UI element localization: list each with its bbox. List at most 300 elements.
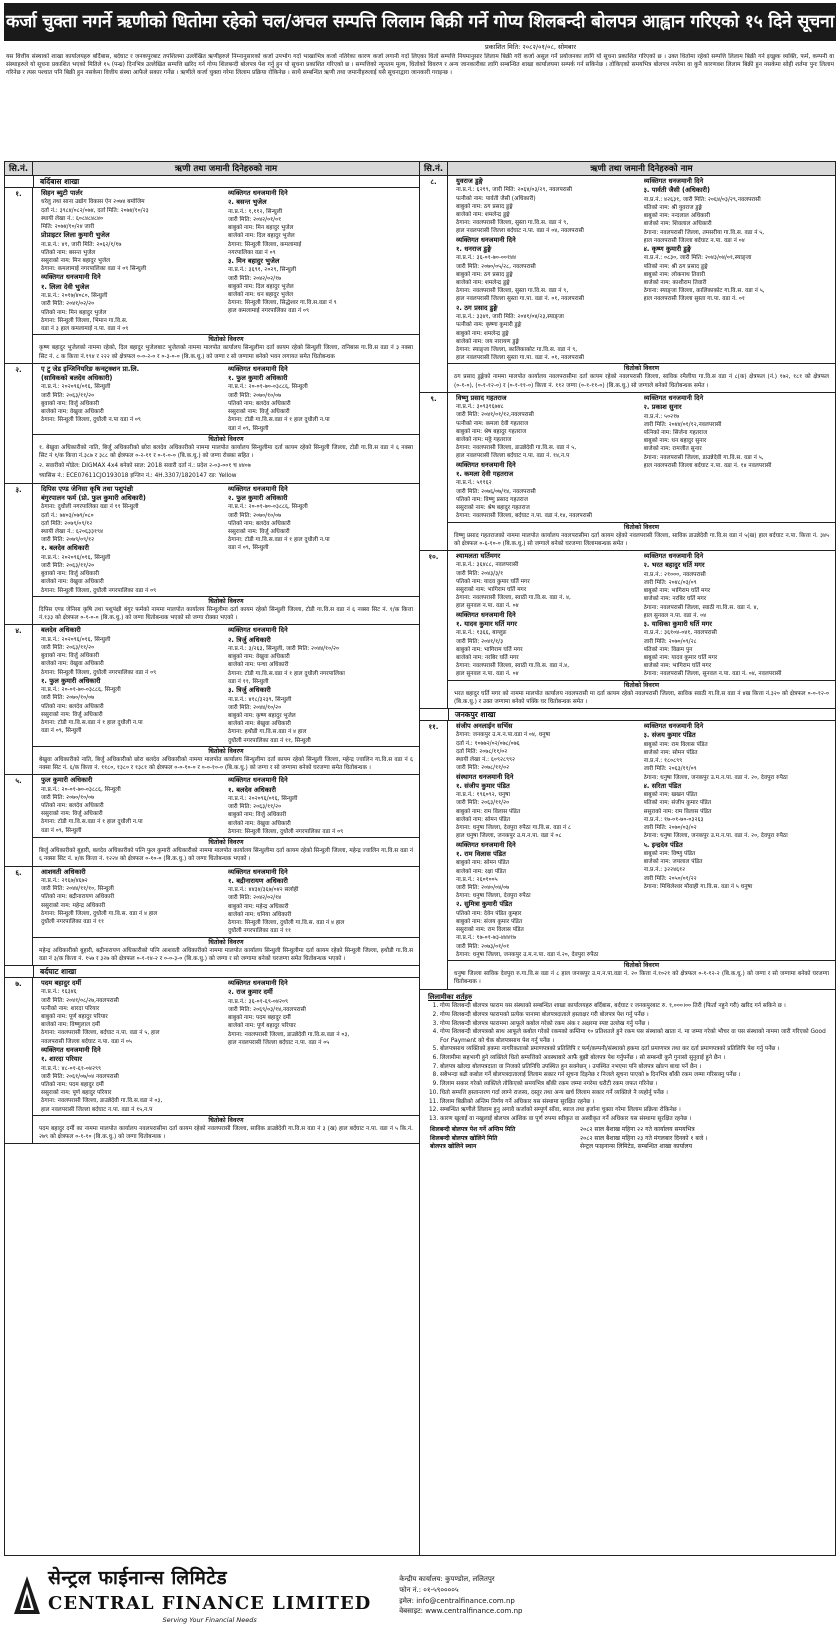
term-item: 12. सम्बन्धित ऋणीले लिलाम हुनु अगावै कर्जाको सम्पूर्ण साँवा, ब्याज तथा हर्जाना चुक्ता गरेमा लिलाम प्रक्रिया रोकिनेछ । (440, 1106, 829, 1114)
person-heading: व्यक्तिगत धनजमानी दिने (456, 235, 516, 244)
person-detail: पत्नीको नाम: कमला देवी गहतराज (456, 420, 529, 427)
serial-header: सि.नं. (420, 162, 448, 175)
person-detail: धरेलु तथा साना उद्योग विकास ऐन २०७४ बमोजिम (41, 199, 145, 206)
publish-date: प्रकाशित मिति: २०८२/०१/०८, सोमबार (484, 43, 576, 51)
entry-people (448, 551, 835, 680)
person-detail: बाजेको नाम: जय नारायण डुङ्गे (456, 338, 520, 345)
people-column (644, 394, 832, 521)
entry-number: २. (5, 364, 33, 483)
person-detail: नगरपालिका वडा नं ०९ (228, 249, 276, 256)
person-detail: ठेगाना: नवलपरासी जिल्ला, सुस्ता गा.वि.स. वडा नं ९, (456, 220, 569, 227)
collateral-title: धितोको विवरण (448, 363, 835, 373)
person-detail: स्थायी लेखा नं.: ६०८४८४८४० (41, 215, 104, 222)
person-detail: जारी मिति: २०७९/०९/१२ (41, 537, 95, 544)
collateral-description: बिर्जु अधिकारीको बुहारी, बलदेव अधिकारीको पत्नि फुल कुमारी अधिकारीको नाममा मालपोत कार्यालय सिन्धुलीमा दर्ता कायम रहेको सिन्धुली जिल्ला, महेन्द्र ज्वालिन गा.वि.स वडा नं ६ नक्सा सिट नं. ४/क कित्ता नं. १२२४ को क्षेत्रफल ०-१०-० (बि.क.धु.) को जग्गा धितोबन्धक भएको । (39, 848, 413, 863)
person-detail: जारी मिति: २०४८/०३/०९ (643, 579, 697, 586)
borrower-entry (5, 625, 419, 775)
entry-number: ६. (5, 867, 33, 965)
person-detail: ना.प्र.नं.: ४४३४/३६७/०४२ सर्लाही (228, 887, 299, 894)
person-detail: हाल नवलपरासी जिल्ला सुस्ता गा.पा. वडा नं. ०१ (643, 296, 745, 303)
person-heading: युवराज डुङ्गे (456, 177, 483, 185)
collateral-title: धितोको विवरण (33, 1115, 419, 1125)
person-detail: ठेगाना: नवलपरासी जिल्ला, स्वाठी गा.वि.स. वडा नं. ४, (643, 604, 759, 611)
person-detail: पतिको नाम: श्री ठग प्रसाद डुङ्गे (643, 263, 708, 270)
person-heading: २. भरत बहादुर घर्ति मगर (643, 561, 705, 570)
entry-number: ९. (420, 393, 448, 550)
person-detail: पतिको नाम: बसन्त भुजेल (41, 249, 96, 256)
entry-people (33, 484, 419, 596)
person-heading: व्यक्तिगत धनजमानी दिने (643, 722, 704, 731)
person-detail: बाबुको नाम: नन्दलाल अधिकारी (643, 213, 711, 220)
person-detail: ना.प्र.नं.: २०२०९६/०१६, सिन्धुली (41, 384, 111, 391)
borrower-entry (5, 484, 419, 626)
person-heading: २. ठग प्रसाद डुङ्गे (456, 303, 498, 312)
person-detail: ना.प्र.नं.: ६२१९, जारी मिति: २०६४/०३/२९, नवलपरासी (456, 187, 573, 194)
person-detail: पतिको नाम: पदम बहादुर दर्मी (41, 1082, 104, 1089)
person-detail: ठेगाना: टोडी गा.वि.स.वडा नं १ हाल दुधौली न.पा (228, 417, 330, 424)
term-item: 2. गोप्य शिलबन्दी बोलपत्र फारामको प्रत्येक पानामा बोलपत्रदाताले हस्ताक्षर गरी बोलपत्र पेश गर्नु पर्नेछ । (440, 1011, 829, 1019)
schedule-label: शिलबन्दी बोलपत्र खोलिने मिति (430, 1134, 498, 1142)
borrower-entry (5, 775, 419, 866)
person-heading: व्यक्तिगत धनजमानी दिने (643, 393, 704, 402)
person-heading: फुल कुमारी अधिकारी (41, 776, 93, 785)
person-detail: ससुराको नाम: राम विलास पंडित (456, 927, 524, 934)
term-item: 8. सबैभन्दा बढी कबोल गर्ने बोलपत्रदातालाई लिलाम सकार गर्न सूचना दिइनेछ र निजले सूचना पाएको ७ दिनभित्र बाँकी रकम जम्मा गरिसक्नु पर्नेछ । (440, 1071, 829, 1079)
people-column (644, 177, 832, 362)
people-column (41, 365, 228, 433)
person-detail: पतिको नाम: विष्णु प्रसाद गहतराज (456, 496, 528, 503)
person-heading: २. फुल कुमारी अधिकारी (228, 493, 288, 502)
person-detail: बाबुको नाम: सोमन पंडित (456, 860, 510, 867)
collateral-description: पदम बहादुर दर्मी का नाममा मालपोत कार्यालय नवलपरासीमा दर्ता कायम रहेको नवलपरासी जिल्ला, साविक डाउन्नेदेवी गा.वि.स वडा नं ३ (ख) हाल बर्दघाट न.पा. वडा नं ५ कि.नं. २७९ को क्षेत्रफल ०-१-१० (बि.क.धु.) को जग्गा धितोबन्धक । (39, 1125, 413, 1141)
entry-people (448, 176, 835, 363)
phone-number: फोन नं.: ०१-५९००००५ (399, 1585, 459, 1594)
person-detail: ठेगाना: नवलपरासी जिल्ला, स्वाठी गा.वि.स. वडा नं.४, (456, 663, 570, 670)
person-detail: जारी मिति: २०६३/११/२० (228, 804, 282, 811)
person-heading: व्यक्तिगत धनजमानी दिने (41, 1045, 101, 1054)
person-detail: दुधौली नगरपालिका वडा नं ११, सिन्धुली (228, 737, 311, 744)
right-entries-janakpur (420, 721, 835, 989)
schedule-table (428, 1126, 829, 1152)
person-detail: ना.प्र.नं.: ०८३०, जारी मिति: २०४३/०४/०१,स्याङ्जा (643, 255, 752, 262)
brand-block (48, 1566, 371, 1625)
schedule-label: शिलबन्दी बोलपत्र पेश गर्ने अन्तिम मिति (430, 1126, 516, 1134)
collateral-description: विष्णु प्रसाद गहतराजको नाममा मालपोत कार्यालय नवलपरासीमा दर्ता कायम रहेको नवलपरासी जिल्ला, साविक डाउन्नेदेवी गा.वि.स वडा नं ५(ख) हाल बर्दघाट न.पा. कित्ता नं. ३४५ को क्षेत्रफल ०-६-१०-० (बि.क.धु.) सो जग्गाले बनेको घरजग्गा लिलामबन्धक समेत । (454, 532, 829, 547)
person-detail: ना.प्र.नं.: १६३४६ (41, 989, 77, 996)
person-heading: १. राम विलास पंडित (456, 849, 506, 858)
left-column-header (5, 162, 419, 176)
collateral-title: धितोको विवरण (33, 596, 419, 606)
person-detail: जारी मिति: २०४३/३/१ (456, 570, 504, 577)
person-detail: बुवाको नाम: विर्जु अधिकारी (41, 400, 100, 407)
person-detail: जारी मिति: २०७०/१०/०७ (41, 695, 95, 702)
person-detail: पत्नीको नाम: कृष्णा कुमारी डुङ्गे (456, 322, 522, 329)
auction-terms (420, 990, 835, 1152)
person-detail: पतिको नाम: श्री युवराज डुङ्गे (643, 204, 703, 211)
person-detail: जारी मिति: २०४४/०१/१२,नवलपरासी (643, 421, 722, 428)
borrower-entry (5, 364, 419, 484)
collateral-description: दिपिस एण्ड जेनिसा कृषि तथा पशुपंक्षी बंगुर फर्मको नाममा मालपोत कार्यालय सिन्धुलीमा दर्ता कायम रहेको सिन्धुली जिल्ला, टोडी गा.वि.स वडा नं ६ नक्सा सिट नं. १/क कित्ता नं.१३३ को क्षेत्रफल ०-१-०-० (बि.क.धु.) को जग्गा धितोबन्धक भएको सो जग्गा रोक्का भएको । (39, 606, 413, 622)
person-detail: बाजेको नाम: रामजीत सुनार (643, 446, 702, 453)
person-detail: पतिको नाम: बलदेव अधिकारी (41, 703, 104, 710)
person-detail: पतिको नाम: बलदेव अधिकारी (41, 803, 104, 810)
person-detail: ना.प्र.नं.: ४१८/३२३९, सिन्धुली (228, 696, 292, 703)
person-detail: ना.प्र.नं.: २१०००, नवलपरासी (643, 571, 706, 578)
person-detail: ना.प्र.नं.: २०२०९६/०१६, सिन्धुली (41, 636, 111, 643)
person-heading: २. राज कुमार दर्मी (228, 988, 273, 997)
person-detail: पतिको नाम: बद्रीनारायण अधिकारी (41, 894, 115, 901)
entry-body (33, 775, 419, 865)
person-detail: जारी मिति: २०७०/०९/२८ (643, 638, 697, 645)
person-detail: बाबुको नाम: ठग प्रसाद डुङ्गे (456, 203, 513, 210)
person-detail: बाजेको नाम: काशीराम तिवारी (643, 280, 707, 287)
collateral-description: बेखुवा अधिकारीको नाति, बिर्जु अधिकारीको छोरा बलदेव अधिकारीको नाममा मालपोत कार्यालय सिन्धुलीमा दर्ता कायम रहेको सिन्धुली जिल्ला, महेन्द्र ज्वालिन गा.वि.स वडा नं ६ नक्सा सिट नं. ६/क कित्ता नं. ११८०, १३८० र १३८१ को क्षेत्रफल ०-०-१०-० र ०-०-१०-० (बि.क.धु.) को जग्गा र सो जग्गामा बनेको घरजग्गा समेत धितोबन्धक । (39, 756, 413, 772)
person-detail: ठेगाना: धनुषा जिल्ला, जनकपुर उ.म.न.पा. वडा नं. २०, देवपुरा रुपैठा (643, 833, 788, 840)
person-detail: ना.प्र.नं.: ३६-०१-६९-०४२०९ (228, 998, 288, 1005)
collateral-title: धितोको विवरण (33, 937, 419, 947)
person-detail: बाबुको नाम: खखन पंडित (643, 792, 698, 799)
branch-heading-bardibas: बर्दिबास शाखा (5, 176, 419, 188)
person-detail: ठेगाना: सिन्धुली जिल्ला, दुधौली गा.वि.स. वडा नं ४ हाल (41, 910, 158, 917)
person-detail: बाबुको नाम: विष्णु पंडित (643, 850, 696, 857)
person-detail: ठेगाना: जनकपुर उ.म.न.पा.वडा नं ०४, धनुषा (456, 732, 551, 739)
person-detail: बाजेको नाम: शमलेन्द्र डुङ्गे (456, 212, 510, 219)
person-heading: १. फुल कुमारी अधिकारी (41, 676, 101, 685)
central-finance-logo-icon (12, 1574, 42, 1618)
person-heading: व्यक्तिगत धनजमानी दिने (456, 460, 516, 469)
borrower-entry (5, 978, 419, 1144)
person-detail: ना.प्र.नं.: ३२२४६१२ (643, 867, 686, 874)
entry-body (33, 625, 419, 774)
entry-people (33, 978, 419, 1115)
person-detail: ठेगाना: नवलपरासी जिल्ला, तमसरीया गा.वि.स. वडा नं ५, (643, 229, 765, 236)
head-office: केन्द्रीय कार्यालय: कुपण्डोल, ललितपुर (399, 1574, 495, 1583)
person-detail: जारी मिति: २०६३/११/०९ (643, 766, 697, 773)
person-detail: ठेगाना: सिन्धुली जिल्ला, दुधौली नगरपालिका वडा नं ०९ (41, 587, 157, 594)
people-column (228, 979, 415, 1114)
person-heading: आशवती अधिकारी (41, 867, 86, 876)
person-detail: ना.प्र.नं.: २०-०१-७०-०३८८६, सिन्धुली (41, 786, 121, 793)
entry-number: १०. (420, 551, 448, 708)
person-detail: बाबुको नाम: राम विलास पंडित (456, 808, 521, 815)
person-detail: ठेगाना: सिन्धुली जिल्ला, दुधौली गा.वि.स. वडा नं ४ हाल (228, 920, 345, 927)
entry-people (33, 775, 419, 837)
person-detail: हाल नवलपरासी जिल्ला बर्दघाट न.पा. वडा नं. १४,न.प (456, 453, 570, 460)
person-detail: ठेगाना: नवलपरासी जिल्ला, डाउन्नेदेवी गा.वि.स.वडा नं ०३, (41, 1098, 163, 1105)
person-heading: १. यादव कुमार घर्ति मगर (456, 619, 517, 628)
schedule-row (428, 1126, 829, 1135)
person-detail: जारी मिति: २०५०/०१/२२ (643, 875, 697, 882)
person-detail: बाजेको नाम: वेखुवा अधिकारी (228, 820, 291, 827)
borrower-entry (420, 393, 835, 551)
person-detail: नवलपरासी जिल्ला बर्दघाट न.पा. वडा नं ०५ (41, 1038, 132, 1045)
term-item: 3. गोप्य शिलबन्दी बोलपत्र फाराममा आफूले कबोल गरेको रकम अंक र अक्षरमा स्पष्ट उल्लेख गर्नु पर्नेछ । (440, 1020, 829, 1028)
people-column (228, 776, 415, 836)
person-detail: ना.प्र.नं.: ३३४१, जारी मिति: २०४१/०४/२३,स्याङ्जा (456, 314, 564, 321)
person-detail: ससुराको नाम: विर्जु अधिकारी (41, 711, 103, 718)
person-detail: जारी मिति: २०७०/१०/०७ (228, 512, 282, 519)
people-column (228, 626, 415, 744)
person-detail: बाजेको नाम: वेखुवा अधिकारी (41, 661, 104, 668)
person-heading: ए टु जेड इन्जिनियरिङ कन्स्ट्रक्शन प्रा.लि. (41, 364, 140, 373)
person-detail: जारी मिति: २०७३/०१/०१ (456, 943, 510, 950)
brand-tagline: Serving Your Financial Needs (162, 1616, 257, 1625)
person-heading: २. प्रकाश सुनार (643, 403, 682, 412)
person-detail: बाबुको नाम: धन बहादुर सुनार (643, 438, 707, 445)
person-detail: हाल धनुषा जिल्ला, जनकपुर उ.म.न.पा. वडा नं ०८ (456, 833, 562, 840)
person-detail: हाल नवलपरासी जिल्ला सुस्ता गा.पा. वडा नं. ०१, नवलपरासी (456, 296, 584, 303)
notice-page (4, 3, 836, 1633)
person-detail: पतिको नाम: बलदेव अधिकारी (228, 520, 291, 527)
person-detail: वडा नं ०९, सिन्धुली (41, 728, 82, 735)
person-heading: १. शारदा परियार (41, 1055, 83, 1064)
person-detail: जारी मिति: २०४१/०२/२० (41, 301, 95, 308)
footer (4, 1558, 836, 1633)
entry-body (33, 188, 419, 363)
person-heading: सिहन ब्युटी पार्लर (41, 189, 83, 197)
person-detail: बाबुको नाम: शमलेन्द्र डुङ्गे (456, 330, 509, 337)
person-detail: हाल नवलपरासी जिल्ला बर्दघाट न.पा. वडा नं ०४ (643, 237, 745, 244)
left-entries-bardibas (5, 188, 419, 966)
person-detail: जारी मिति: २०६३/११/२० (456, 800, 510, 807)
person-heading: विष्णु प्रसाद गहतराज (456, 393, 507, 402)
person-detail: जारी मिति: २०७६/०७/१४, नवलपरासी (456, 488, 536, 495)
person-detail: ठेगाना: नवलपरासी जिल्ला, बर्दघाट न.पा. वडा नं ५, हाल (41, 1030, 160, 1037)
person-detail: ठेगाना: धनुषा जिल्ला, जनकपुर उ.म.न.पा. वडा नं. २०, देवपुरा रुपैठा (643, 774, 788, 781)
entry-number: १. (5, 188, 33, 363)
notice-intro: यस वित्तीय संस्थाको शाखा कार्यालयहरु बर्दिबास, बर्दघाट र जनकपुरबाट तपशिलमा उल्लेखित ऋणीहरुले निम्नानुसारको कर्जा उपभोग गर्दा भाखाभित्र कर्जा नतिरेका कारण कर्जा लगानी गर्दा लिएका धितो सम्पत्ति नियमानुसार लिलाम बिक्री गरी कर्जा असुल गर्ने प्रयोजनका लागि यो सूचना प्रकाशित गरिएको छ । उक्त धितोमा रहेको सम्पत्ति लिलाम बिक्री गर्न इच्छुक व्यक्ति, फर्म, कम्पनी वा संस्थाहरुले यो सूचना प्रकाशित भएको मितिले १५ (पन्ध्र) दिनभित्र उल्लेखित सम्पत्ति खरिद गर्न गोप्य शिलबन्दी बोलपत्र पेश गर्नु हुन यो सूचना प्रकाशित गरिएको छ । सम्पत्तिको न्यूनतम मूल्य, धितोको विवरण र अन्य जानकारीका लागि सम्बन्धित शाखा कार्यालयमा सम्पर्क गर्न सकिनेछ । तोकिएको समयभित्र बोलपत्र नपरेमा वा कुनै कारणवश लिलाम बिक्री हुन नसकेमा सोही शर्तमा पुनः लिलाम गरिनेछ र त्यस पश्चात पनि बिक्री हुन नसकेमा वित्तीय संस्था आफैले सकार गर्नेछ । ऋणीले कर्जा चुक्ता गरेमा लिलाम प्रक्रिया रोकिनेछ । साथै सम्बन्धित ऋणी तथा जमानीहरुलाई यसै सूचनाद्वारा जानकारी गराइन्छ । (6, 53, 834, 77)
person-heading: व्यक्तिगत धनजमानी दिने (228, 978, 288, 987)
person-detail: हाल नवलपरासी जिल्ला बर्दघाट न.पा. वडा नं ०५ (228, 1039, 330, 1046)
borrower-entry (420, 721, 835, 989)
email-link[interactable]: इमेल: info@centralfinance.com.np (399, 1596, 515, 1605)
person-detail: स्थायी लेखा नं.: ६२०६३३१९४ (41, 529, 104, 535)
person-detail: ना.प्र.नं.: ३६९१, २०२९, सिन्धुली (228, 267, 297, 274)
collateral-vehicle-detail: च्यासिस नं.: ECE07611CJO193018 इन्जिन नं.: 4H.3307/1820147 रङ: Yellow (39, 473, 237, 480)
people-column (228, 365, 415, 433)
borrower-entry (5, 867, 419, 966)
person-heading: ३. संजय कुमार पंडित (643, 731, 696, 740)
person-detail: ठेगाना: नवलपरासी जिल्ला, स्वाठी गा.वि.स. वडा नं. ४, (456, 595, 571, 602)
person-heading: व्यक्तिगत धनजमानी दिने (41, 273, 101, 282)
person-detail: ना.प्र.नं.: २०१७/४०८०, सिन्धुली (41, 293, 108, 300)
person-detail: ससुराको नाम: विर्जु अधिकारी (41, 811, 103, 818)
term-item: 11. लिलाम बिक्रीको अन्तिम निर्णय गर्ने अधिकार यस संस्थामा सुरक्षित रहनेछ । (440, 1098, 829, 1106)
people-column (644, 722, 832, 959)
person-heading: ४. कृष्ण कुमारी डुङ्गे (643, 245, 692, 254)
person-detail: बाजेको नाम: मठ्ठे गहतराज (456, 437, 512, 444)
person-detail: बाबुको नाम: कृष्ण बहादुर भुजेल (228, 712, 296, 719)
person-detail: ससुराको नाम: महेन्द्र अधिकारी (41, 902, 106, 909)
person-detail: बाबुको नाम: वेखुवा अधिकारी (228, 654, 290, 661)
person-detail: ना.प्र.नं.: १३६६, बाग्लुङ (456, 630, 507, 637)
schedule-label: बोलपत्र खोलिने स्थान (430, 1143, 477, 1151)
person-detail: बाजेको नाम: रक्षा पंडित (456, 868, 506, 875)
person-detail: हाल नवलपरासी जिल्ला बर्दघाट न.पा. वडा नं १५,न.प (41, 1106, 153, 1113)
person-detail: जारी मिति: २०७०/०५/२८, नवलपरासी (456, 263, 536, 270)
person-detail: दर्ता नं.: ७४०३/०७९/०८० (41, 512, 94, 519)
person-detail: ससुराको नाम: राम विलास पंडित (643, 808, 712, 815)
term-item: 1. गोप्य शिलबन्दी बोलपत्र फाराम यस संस्थाको सम्बन्धित शाखा कार्यालयहरु बर्दिबास, बर्दघाट र जनकपुरबाट रु. १,०००।०० तिरी (फिर्ता नहुने गरी) खरिद गर्न सकिने छ । (440, 1002, 829, 1010)
people-column (41, 979, 228, 1114)
people-column (41, 776, 228, 836)
person-heading: श्यामलता घर्तिमगर (456, 551, 501, 560)
entry-body (33, 978, 419, 1143)
person-detail: ठेगाना: हथौडी गा.वि.स.वडा नं ४ हाल (228, 729, 307, 736)
person-detail: ना.प्र.नं.: ५११६२ (456, 480, 492, 487)
collateral-description: १. बेखुवा अधिकारीको नाति, बिर्जु अधिकारीको छोरा बलदेव अधिकारीको नाममा मालपोत कार्यालय सिन्धुलीमा दर्ता कायम रहेको सिन्धुली जिल्ला, टोडी गा.वि.स वडा नं ६ नक्सा सिट नं १/क कित्ता नं.३८७ र ३८८ को क्षेत्रफल ०-२-११ र ०-१-०-० (बि.क.धु.) को जग्गा रोक्का सहित । (39, 444, 413, 459)
term-item: 4. गोप्य शिलबन्दी बोलपत्रको साथ आफूले कबोल गरेको रकमको कम्तिमा १० प्रतिशतले हुने रकम यस संस्थाको खाता नं. मा जम्मा गरेको भौचर वा यस संस्थाको नाममा जारी गरिएको Good For Payment को चेक बोलपत्रसाथ पेश गर्नु पर्नेछ । (440, 1028, 829, 1044)
person-detail: ठेगाना: नवलपरासी जिल्ला, सुस्ता गा.वि.स. वडा नं ९, (456, 288, 569, 295)
person-detail: ठेगाना: टोडी गा.वि.स.वडा नं १ हाल दुधौली नगरपालिका (228, 670, 345, 677)
person-detail: वडा नं ०९, सिन्धुली (41, 827, 82, 834)
person-heading: बलदेव अधिकारी (41, 626, 81, 635)
names-header: ऋणी तथा जमानी दिनेहरुको नाम (174, 164, 278, 174)
entry-body (33, 484, 419, 625)
person-detail: ना.प्र.नं.: २०२०९६/०१६, सिन्धुली (41, 554, 111, 561)
person-detail: बाजेको नाम: वेखुवा अधिकारी (41, 579, 104, 586)
people-column (41, 868, 228, 936)
person-detail: ना.प्र.नं.: १७-०१-७३-४४४१७ (456, 935, 516, 942)
person-detail: जारी मिति: २०७८/११/०२ (456, 765, 510, 772)
entry-number: ४. (5, 625, 33, 774)
term-item: 13. कारण खुलाई वा नखुलाई बोलपत्र आंशिक वा पूर्ण रुपमा स्वीकृत वा अस्वीकृत गर्ने अधिकार यस संस्थामा सुरक्षित रहनेछ । (440, 1115, 829, 1123)
person-detail: ना.प्र.नं.: १८०८९९ (643, 758, 683, 765)
person-detail: बुवाको नाम: विर्जु अधिकारी (41, 571, 100, 578)
person-detail: ठेगाना: नवलपरासी जिल्ला, डाउन्नेदेवी गा.वि.स. वडा नं ५, (456, 445, 577, 452)
person-detail: ससुराको नाम: पूर्ण बहादुर परियार (41, 1090, 112, 1097)
term-item: 10. धितो सम्पत्ति हस्तान्तरण गर्दा लाग्ने राजस्व, दस्तुर तथा अन्य खर्च लिलाम सकार गर्ने व्यक्तिले नै व्यहोर्नु पर्नेछ । (440, 1089, 829, 1097)
person-detail: जारी मिति: २०६१/०७/०४ नवलपरासी (41, 1073, 119, 1080)
person-detail: बाबुको नाम: संजय कुमार पंडित (456, 918, 523, 925)
schedule-value: २०८२ साल बैशाख महिना २३ गते मंगलबार दिनको १ बजे । (580, 1134, 708, 1142)
person-detail: जारी मिति: २०४१/१/३ (456, 638, 504, 645)
schedule-row (428, 1135, 829, 1144)
person-heading: १. धनराज डुङ्गे (456, 245, 492, 254)
person-detail: बाबुको नाम: लोकनाथ तिवारी (643, 271, 705, 278)
person-detail: वडा नं ११, सिन्धुली (228, 678, 269, 685)
entry-body (448, 393, 835, 550)
person-heading: ३. त्रिर्जु अधिकारी (228, 686, 271, 695)
entry-number: ११. (420, 721, 448, 988)
collateral-title: धितोको विवरण (448, 960, 835, 970)
person-detail: ना.प्र.नं.: २०२०९६/०१६, सिन्धुली (228, 795, 298, 802)
borrower-entry (5, 188, 419, 364)
serial-header: सि.नं. (5, 162, 33, 175)
person-heading: व्यक्तिगत धनजमानी दिने (228, 364, 288, 373)
branch-heading-bardghat: बर्दघाट शाखा (5, 966, 419, 978)
person-detail: ना.प्र.नं.: ३६-०१-७०-००१४४ (456, 255, 516, 262)
person-detail: जारी मिति: २०४०/०४/०७ (456, 884, 510, 891)
person-detail: बाजेको नाम: भागिराम घर्ति मगर (643, 663, 712, 670)
entry-body (33, 867, 419, 965)
person-detail: ना.प्र.नं.: ३/२६३, सिन्धुली, जारी मिति: २०४४/१०/२० (228, 646, 340, 653)
person-heading: प्रोप्राइटर लिला कुमारी भुजेल (41, 231, 110, 240)
people-column (456, 552, 644, 679)
person-detail: जारी मिति: २०६३/११/२० (41, 563, 95, 570)
person-detail: स्थायी लेखा नं.: ६०९२८९९२ (456, 757, 516, 764)
person-detail: ठेगाना: सिन्धुली जिल्ला, सिद्धेश्वर गा.वि.स.वडा नं ९ (228, 300, 337, 307)
people-column (228, 868, 415, 936)
person-detail: दुधौली नगरपालिका वडा नं ११ (41, 918, 105, 925)
person-detail: ना.प्र.नं.: २६०१००५ (456, 876, 498, 883)
person-heading: १. बद्रीनारायण अधिकारी (228, 876, 288, 885)
person-detail: जारी मिति: २०४२/०१/०१ (228, 216, 282, 223)
person-detail: बाबुको नाम: भागिराम घर्ति मगर (643, 588, 711, 595)
person-detail: ना.प्र.नं.: ३६४८८, नवलपरासी (456, 562, 519, 569)
person-detail: जारी मिति: २०७०/१०/०७ (41, 794, 95, 801)
entry-body (448, 551, 835, 708)
schedule-value: २०८२ साल बैशाख महिना २२ गते कार्यालय समयभित्र (580, 1126, 695, 1134)
person-detail: मिति: २०७४/१०/२४ जारी (41, 224, 95, 231)
person-heading: व्यक्तिगत धनजमानी दिने (643, 177, 704, 185)
person-detail: जारी मिति: २०६३/११/२० (41, 392, 95, 399)
person-detail: जारी मिति: २०४१/०१/१२,नवलपरासी (456, 412, 534, 419)
borrower-entry (420, 551, 835, 709)
website-link[interactable]: वेबसाइट: www.centralfinance.com.np (399, 1607, 523, 1616)
person-detail: ना.प्र.नं.: १,११२, सिन्धुली (228, 208, 283, 215)
person-detail: ससुराको नाम: भागिराम घर्ति मगर (456, 586, 527, 593)
person-detail: ठेगाना: नवलपरासी जिल्ला, सुनवल न.पा. वडा नं. ०४, नवलपरासी (643, 671, 782, 678)
person-heading: व्यक्तिगत धनजमानी दिने (456, 610, 516, 619)
term-item: 6. लिलामीमा सहभागी हुने व्यक्तिले धितो सम्पत्तिको अवस्थाबारे आफैं बुझी बोलपत्र पेश गर्नुपर्नेछ । सो सम्बन्धी कुनै गुनासो सुनुवाई हुने छैन । (440, 1054, 829, 1062)
person-detail: ना.प्र.नं.: १७-०१-७०-०३२६३ (643, 816, 704, 823)
people-column (456, 394, 644, 521)
person-detail: ससुराको नाम: विर्जु अधिकारी (228, 409, 290, 416)
person-detail: बाबुको नाम: श्रेष बहादुर गहतराज (456, 428, 527, 435)
collateral-title: धितोको विवरण (33, 434, 419, 444)
person-heading: व्यक्तिगत धनजमानी दिने (228, 626, 288, 635)
collateral-description: भरत बहादुर घर्ति मगर को नाममा मालपोत कार्यालय नवलपरासी मा दर्ता कायम रहेको नवलपरासी जिल्ला, साविक स्वाठी गा.वि.स वडा नं ४ख कित्ता नं.३२० को क्षेत्रफल ०-०-१२-० (बि.क.धु.) र उक्त जग्गामा बनेको पक्कि घर धितोबन्धक समेत । (454, 690, 829, 705)
collateral-description: ठग प्रसाद डुङ्गेको नाममा मालपोत कार्यालय नवलपरासीमा दर्ता कायम रहेको नवलपरासी जिल्ला, साविक रमैलीया गा.वि.स वडा नं ८(क) क्षेत्रफल (नं.) १७२, १८१ को क्षेत्रफल (०-१-०), (०-१-१२-०) र (०-१-११-०) कित्ता नं. ११२ जग्गा (०-१-११-०) (बि.क.धु.) सो जग्गाले बनेको धितोबन्धक समेत । (454, 374, 829, 389)
person-detail: दर्ता मिति: २०७८/११/०२ (456, 748, 508, 755)
person-detail: ठेगाना: सिन्धुली जिल्ला, भिमान गा.वि.स. (41, 317, 128, 324)
people-column (456, 722, 644, 959)
entry-body (33, 364, 419, 483)
person-detail: बाजेको नाम: जयलाल पंडित (643, 859, 703, 866)
people-column (41, 189, 228, 333)
entry-number: ५. (5, 775, 33, 865)
person-heading: बंगुरपालन फर्म (प्रो. फुल कुमारी अधिकारी) (41, 493, 146, 502)
person-heading: १. फुल कुमारी अधिकारी (228, 374, 288, 383)
person-detail: बाजेको नाम: शिवलाल अधिकारी (643, 221, 712, 228)
person-detail: ना.प्र.नं.: ५०२१७ (643, 413, 680, 420)
right-entries (420, 176, 835, 709)
person-detail: बाबुको नाम: राम विलास पंडित (643, 741, 708, 748)
person-detail: जारी मिति: २०४४/१०/२० (228, 704, 282, 711)
person-detail: ठेगाना: टोडी गा.वि.स.वडा नं १ हाल दुधौली न.पा (228, 537, 330, 544)
person-detail: ना.प्र.नं.: ३६१०४-०४१, नवलपरासी (643, 630, 717, 637)
person-detail: जारी मिति: २०७०/१०/०७ (228, 392, 282, 399)
person-detail: ससुराको नाम: मिन बहादुर भुजेल (41, 258, 111, 265)
person-detail: ना.प्र.नं.: २०-०१-७०-०३८८६, सिन्धुली (228, 504, 308, 511)
collateral-title: धितोको विवरण (33, 837, 419, 847)
person-heading: २. सुमित्रा कुमारी पंडित (456, 900, 513, 909)
person-detail: ससुराको नाम: विर्जु अधिकारी (228, 529, 290, 535)
people-column (41, 626, 228, 744)
notice-columns (4, 161, 836, 1556)
person-detail: वडा नं ३ हाल कमलामाई न.पा. वडा नं ०९ (41, 326, 129, 333)
person-detail: बाबुको नाम: यादव कुमार घर्ति मगर (643, 655, 718, 661)
collateral-vehicle: २. सवारीको मोडेल: DIGMAX 4x4 बनेको साल: 2018 सवारी दर्ता नं.: प्रदेश २-०३-००१ च ४४०७ (39, 463, 251, 470)
person-detail: ठेगाना: सिन्धुली जिल्ला, दुधौली नगरपालिका वडा नं ०९ (41, 669, 157, 676)
person-heading: १. लिला देवी भुजेल (41, 282, 90, 291)
person-detail: ठेगाना: नवलपरासी जिल्ला, बर्दघाट न.पा. वडा नं.१४, नवलपरासी (456, 513, 592, 520)
person-detail: ना.प्र.नं.: ४१, जारी मिति: २०६२/१/१७ (41, 241, 122, 248)
person-detail: हाल नवलपरासी जिल्ला बर्दघाट न.पा. वडा नं. १४ नवलपरासी (643, 462, 772, 469)
person-heading: संस्थागत धनजमानी दिने (456, 772, 514, 781)
person-detail: बाजेको नाम: सोमन पंडित (643, 750, 698, 757)
